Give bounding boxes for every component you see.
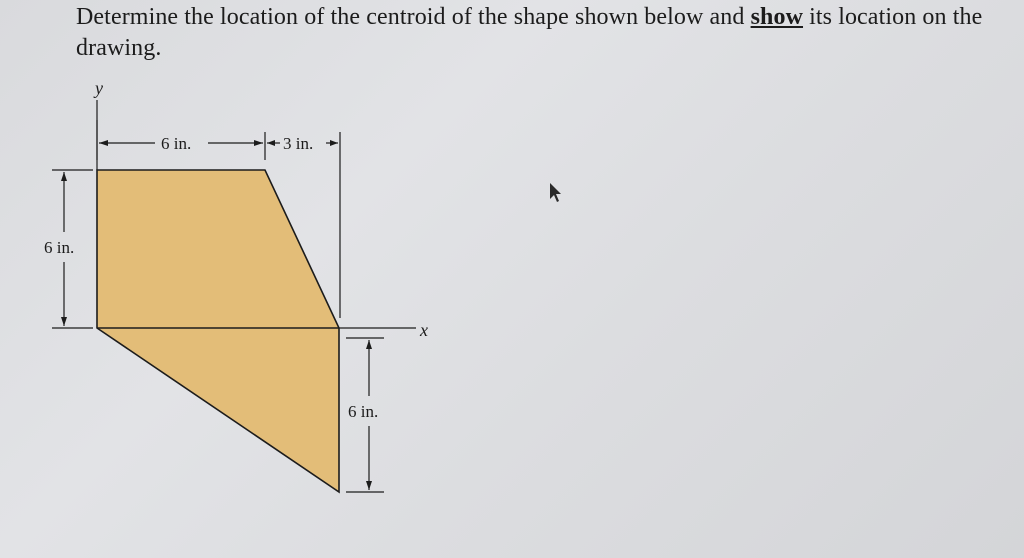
problem-text-start: Determine the location of the centroid of the shape shown below and [76,4,751,30]
composite-shape [97,170,339,492]
mouse-pointer-icon [550,183,561,202]
dim-left-arrow-top [61,172,67,181]
problem-text-end: its location on the drawing. [76,4,983,61]
dim-top-right-label: 3 in. [283,134,314,153]
dim-right-arrow-top [366,340,372,349]
problem-emphasis: show [750,4,804,30]
dim-right-arrow-bottom [366,481,372,490]
y-axis-label: y [95,78,103,98]
dim-6in-arrow-left [99,140,108,146]
dim-3in-arrow-left [267,140,275,146]
dim-right-height-label: 6 in. [348,402,379,421]
dim-left-arrow-bottom [61,317,67,326]
dim-3in-arrow-right [330,140,338,146]
dim-left-height-label: 6 in. [44,238,75,257]
x-axis-label: x [420,320,428,340]
dim-top-left-label: 6 in. [161,134,192,153]
dim-6in-arrow-right [254,140,263,146]
